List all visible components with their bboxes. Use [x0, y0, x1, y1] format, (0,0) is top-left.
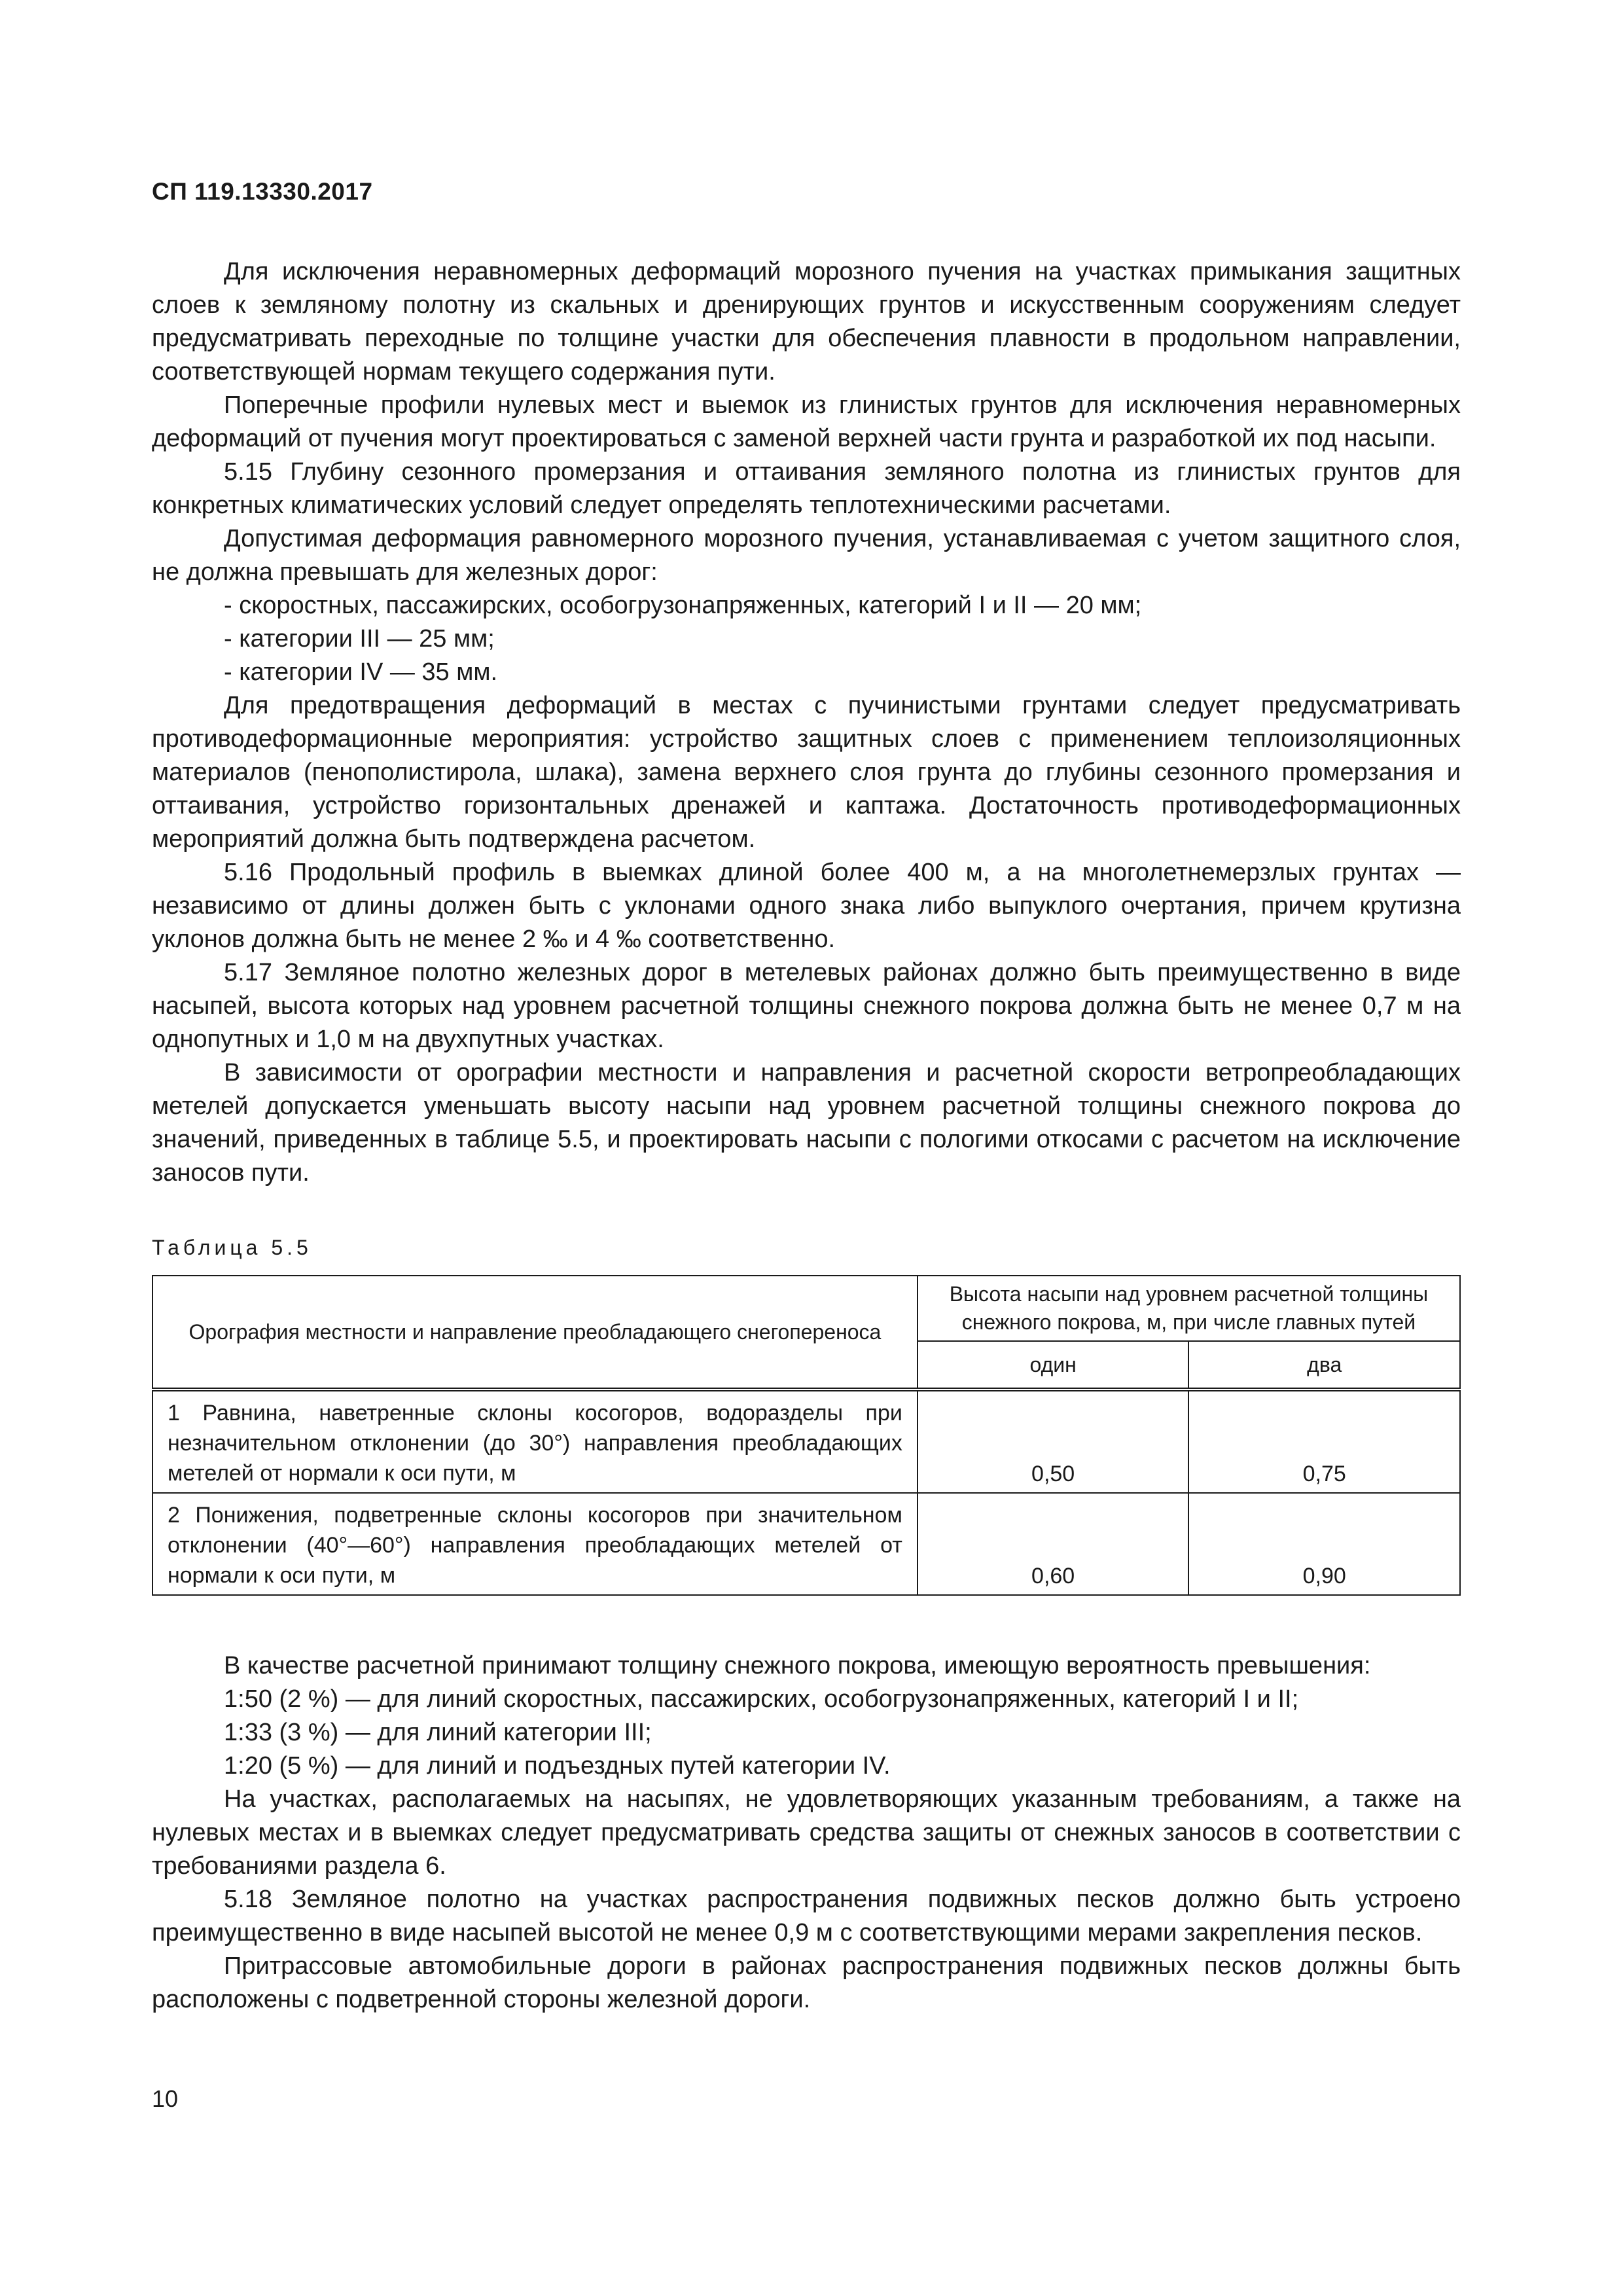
- paragraph: 1:50 (2 %) — для линий скоростных, пассажирских, особогрузонапряженных, категорий I и II;: [224, 1685, 1299, 1713]
- paragraph: Притрассовые автомобильные дороги в районах распространения подвижных песков должны быть расположены с подветренной стороны железной дороги.: [152, 1952, 1461, 2013]
- table-cell-two: 0,90: [1188, 1493, 1460, 1595]
- document-code: СП 119.13330.2017: [152, 178, 373, 205]
- table-cell-one: 0,60: [918, 1493, 1189, 1595]
- paragraph-5-15: 5.15 Глубину сезонного промерзания и оттаивания земляного полотна из глинистых грунтов для конкретных климатических условий следует определять теплотехническими расчетами.: [152, 458, 1461, 519]
- table-cell-desc: 1 Равнина, наветренные склоны косогоров, водоразделы при незначительном отклонении (до 30°) направления преобладающих метелей от нормали к оси пути, м: [152, 1390, 918, 1493]
- body-text-bottom: [152, 1649, 1461, 2017]
- paragraph: Допустимая деформация равномерного морозного пучения, устанавливаемая с учетом защитного слоя, не должна превышать для железных дорог:: [152, 525, 1461, 586]
- paragraph-5-16: 5.16 Продольный профиль в выемках длиной более 400 м, а на многолетнемерзлых грунтах — независимо от длины должен быть с уклонами одного знака либо выпуклого очертания, причем крутизна уклонов должна быть не менее 2 ‰ и 4 ‰ соответственно.: [152, 859, 1461, 953]
- paragraph: В качестве расчетной принимают толщину снежного покрова, имеющую вероятность превышения:: [224, 1652, 1371, 1679]
- table-header-height: Высота насыпи над уровнем расчетной толщины снежного покрова, м, при числе главных путей: [918, 1276, 1460, 1341]
- paragraph: Поперечные профили нулевых мест и выемок из глинистых грунтов для исключения неравномерных деформаций от пучения могут проектироваться с заменой верхней части грунта и разработкой их под насыпи.: [152, 391, 1461, 452]
- table-subheader-one: один: [918, 1341, 1189, 1390]
- paragraph: Для предотвращения деформаций в местах с пучинистыми грунтами следует предусматривать противодеформационные мероприятия: устройство защитных слоев с применением теплоизоляционных материалов (пенополистирола, шлака), замена верхнего слоя грунта до глубины сезонного промерзания и оттаивания, устройство горизонтальных дренажей и каптажа. Достаточность противодеформационных мероприятий должна быть подтверждена расчетом.: [152, 692, 1461, 853]
- table-cell-desc: 2 Понижения, подветренные склоны косогоров при значительном отклонении (40°—60°) направления преобладающих метелей от нормали к оси пути, м: [152, 1493, 918, 1595]
- list-item: - категории IV — 35 мм.: [224, 658, 498, 686]
- paragraph: Для исключения неравномерных деформаций морозного пучения на участках примыкания защитных слоев к земляному полотну из скальных и дренирующих грунтов и искусственным сооружениям следует предусматривать переходные по толщине участки для обеспечения плавности в продольном направлении, соответствующей нормам текущего содержания пути.: [152, 258, 1461, 386]
- list-item: - скоростных, пассажирских, особогрузонапряженных, категорий I и II — 20 мм;: [224, 592, 1142, 619]
- paragraph: 1:20 (5 %) — для линий и подъездных путей категории IV.: [224, 1752, 891, 1780]
- table-cell-one: 0,50: [918, 1390, 1189, 1493]
- paragraph-5-17: 5.17 Земляное полотно железных дорог в метелевых районах должно быть преимущественно в виде насыпей, высота которых над уровнем расчетной толщины снежного покрова должна быть не менее 0,7 м на однопутных и 1,0 м на двухпутных участках.: [152, 959, 1461, 1053]
- table-caption: Таблица 5.5: [152, 1236, 312, 1259]
- table-subheader-two: два: [1188, 1341, 1460, 1390]
- paragraph: 1:33 (3 %) — для линий категории III;: [224, 1719, 652, 1746]
- table-cell-two: 0,75: [1188, 1390, 1460, 1493]
- table-header-orography: Орография местности и направление преобладающего снегопереноса: [152, 1276, 918, 1390]
- list-item: - категории III — 25 мм;: [224, 625, 495, 653]
- paragraph-5-18: 5.18 Земляное полотно на участках распространения подвижных песков должно быть устроено преимущественно в виде насыпей высотой не менее 0,9 м с соответствующими мерами закрепления песков.: [152, 1886, 1461, 1946]
- paragraph: В зависимости от орографии местности и направления и расчетной скорости ветропреобладающих метелей допускается уменьшать высоту насыпи над уровнем расчетной толщины снежного покрова до значений, приведенных в таблице 5.5, и проектировать насыпи с пологими откосами с расчетом на исключение заносов пути.: [152, 1059, 1461, 1187]
- table-5-5: [152, 1275, 1461, 1596]
- table-row: [152, 1493, 1460, 1595]
- page-number: 10: [152, 2085, 179, 2112]
- paragraph: На участках, располагаемых на насыпях, не удовлетворяющих указанным требованиям, а также на нулевых местах и в выемках следует предусматривать средства защиты от снежных заносов в соответствии с требованиями раздела 6.: [152, 1785, 1461, 1880]
- table-row: [152, 1390, 1460, 1493]
- body-text-top: [152, 255, 1461, 1190]
